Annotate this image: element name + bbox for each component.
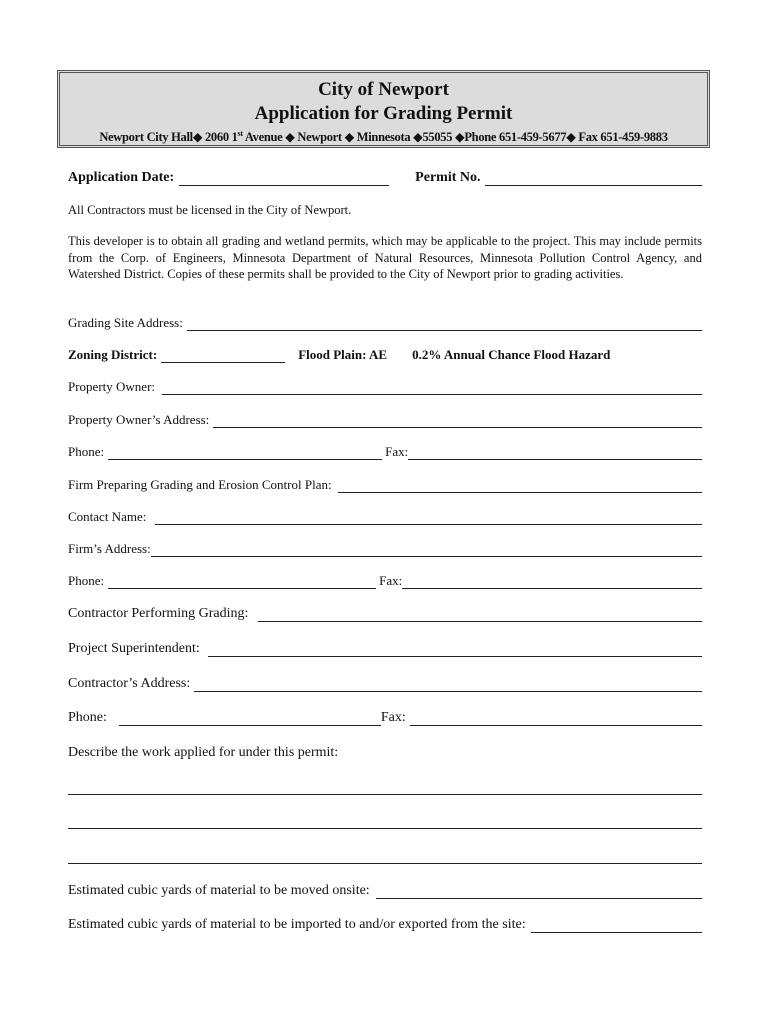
contractor-address-field[interactable]	[194, 679, 702, 692]
zoning-row	[68, 347, 702, 363]
city-contact-line	[60, 129, 707, 145]
developer-note: This developer is to obtain all grading and wetland permits, which may be applicable to the project. This may include permits from the Corp. of Engineers, Minnesota Department of Natural Resources, Minnesota Pollution Control Agency, and Watershed District. Copies of these permits shall be provided to the City of Newport prior to grading activities.	[68, 234, 702, 281]
firm-phone-label: Phone:	[68, 573, 105, 588]
contractor-label: Contractor Performing Grading:	[68, 606, 249, 621]
contractor-phone-label: Phone:	[68, 710, 107, 725]
cubic-onsite-field[interactable]	[376, 886, 702, 899]
flood-plain-label: Flood Plain: AE	[298, 347, 388, 362]
firm-address-row	[68, 541, 702, 557]
owner-address-label: Property Owner’s Address:	[68, 412, 210, 427]
contractor-field[interactable]	[258, 609, 702, 622]
contractor-row	[68, 606, 702, 622]
application-date-label: Application Date:	[68, 170, 175, 185]
zoning-label: Zoning District:	[68, 347, 158, 362]
firm-field[interactable]	[338, 480, 702, 493]
address-ordinal: st	[237, 129, 243, 138]
site-address-row	[68, 315, 702, 331]
city-title: City of Newport	[318, 79, 449, 100]
contractor-phone-row	[68, 710, 702, 726]
firm-fax-label: Fax:	[379, 573, 403, 588]
permit-no-field[interactable]	[485, 173, 702, 186]
owner-label: Property Owner:	[68, 379, 156, 394]
owner-field[interactable]	[162, 382, 702, 395]
licensed-note: All Contractors must be licensed in the City of Newport.	[68, 203, 352, 217]
contact-row	[68, 509, 702, 525]
contractor-fax-field[interactable]	[410, 713, 702, 726]
owner-address-field[interactable]	[213, 415, 702, 428]
cubic-onsite-row	[68, 883, 702, 899]
application-date-row	[68, 170, 702, 186]
header-box	[57, 70, 710, 148]
superintendent-label: Project Superintendent:	[68, 641, 200, 656]
cubic-import-field[interactable]	[531, 920, 702, 933]
describe-label: Describe the work applied for under this permit:	[68, 745, 339, 760]
firm-fax-field[interactable]	[402, 576, 702, 589]
owner-phone-field[interactable]	[108, 447, 382, 460]
owner-phone-row	[68, 444, 702, 460]
cubic-import-row	[68, 917, 702, 933]
contractor-address-row	[68, 676, 702, 692]
contractor-fax-label: Fax:	[380, 710, 406, 725]
describe-line-3[interactable]	[68, 863, 702, 864]
flood-hazard-label: 0.2% Annual Chance Flood Hazard	[412, 347, 611, 362]
firm-address-field[interactable]	[151, 544, 702, 557]
firm-row	[68, 477, 702, 493]
owner-phone-label: Phone:	[68, 444, 105, 459]
form-title: Application for Grading Permit	[254, 103, 513, 124]
zoning-field[interactable]	[161, 350, 285, 363]
describe-line-2[interactable]	[68, 828, 702, 829]
owner-fax-field[interactable]	[408, 447, 702, 460]
superintendent-field[interactable]	[208, 644, 702, 657]
owner-fax-label: Fax:	[385, 444, 409, 459]
address-text-post: Avenue ◆ Newport ◆ Minnesota ◆55055 ◆Phone 651-459-5677◆ Fax 651-459-9883	[242, 130, 668, 145]
site-address-label: Grading Site Address:	[68, 315, 183, 330]
site-address-field[interactable]	[187, 318, 702, 331]
address-text-pre: Newport City Hall◆ 2060 1	[99, 130, 238, 145]
superintendent-row	[68, 641, 702, 657]
owner-row	[68, 379, 702, 395]
owner-address-row	[68, 412, 702, 428]
permit-no-label: Permit No.	[415, 170, 481, 185]
contractor-phone-field[interactable]	[119, 713, 381, 726]
contact-label: Contact Name:	[68, 509, 147, 524]
describe-row	[68, 745, 702, 761]
cubic-import-label: Estimated cubic yards of material to be imported to and/or exported from the site:	[68, 917, 526, 932]
contractor-address-label: Contractor’s Address:	[68, 676, 191, 691]
firm-phone-row	[68, 573, 702, 589]
firm-address-label: Firm’s Address:	[68, 541, 151, 556]
firm-phone-field[interactable]	[108, 576, 376, 589]
contact-field[interactable]	[155, 512, 702, 525]
firm-label: Firm Preparing Grading and Erosion Control Plan:	[68, 477, 332, 492]
application-date-field[interactable]	[179, 173, 389, 186]
cubic-onsite-label: Estimated cubic yards of material to be moved onsite:	[68, 883, 370, 898]
describe-line-1[interactable]	[68, 794, 702, 795]
